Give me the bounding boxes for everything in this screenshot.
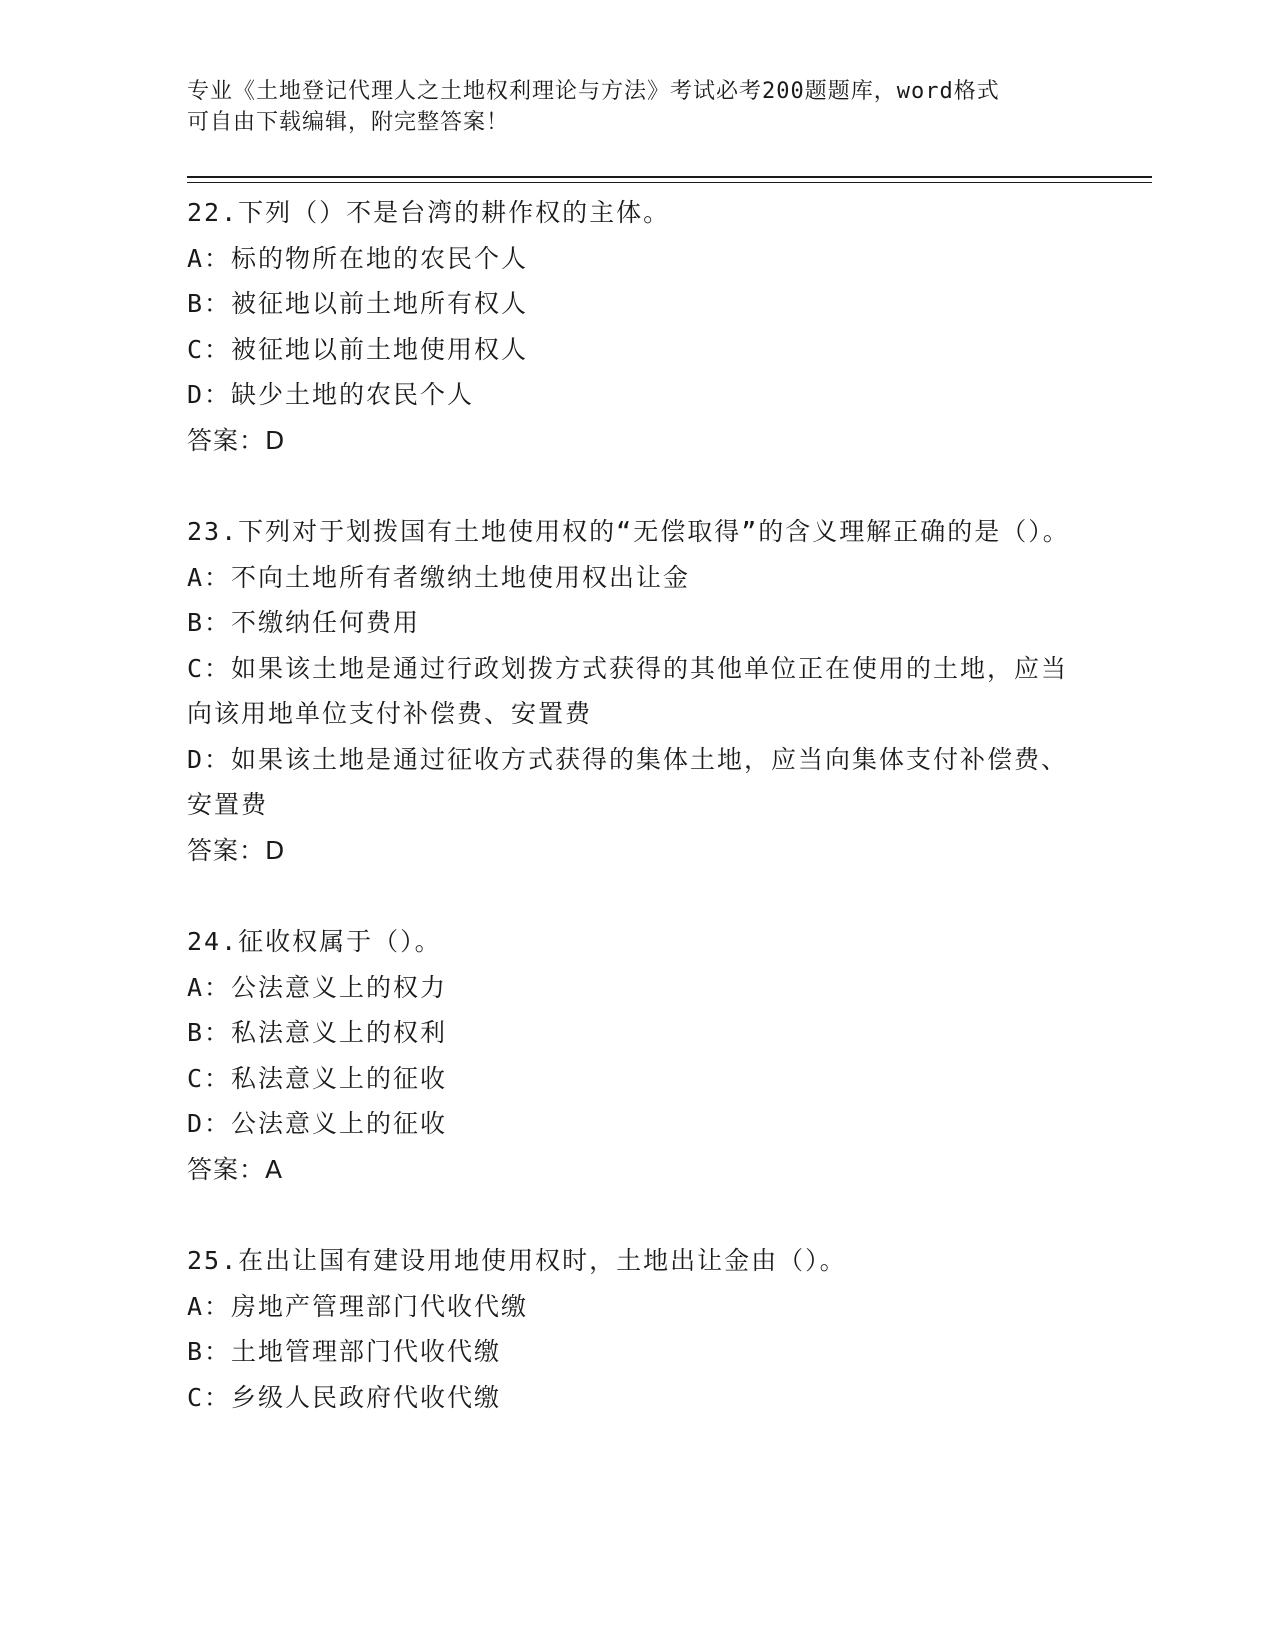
option-a: A：公法意义上的权力 [187,972,448,1002]
option-b: B：私法意义上的权利 [187,1018,448,1047]
option-a: A：房地产管理部门代收代缴 [187,1291,529,1321]
option-b: B：土地管理部门代收代缴 [187,1337,502,1366]
answer-text: 答案：A [187,1154,284,1184]
header-divider-thin [187,182,1152,183]
question-stem: 25.在出让国有建设用地使用权时，土地出让金由（）。 [187,1246,847,1275]
option-a: A：标的物所在地的农民个人 [187,243,529,273]
option-b: B：被征地以前土地所有权人 [187,289,529,318]
document-header [187,76,1067,138]
question-25 [187,1238,1077,1420]
header-divider-thick [187,176,1152,178]
option-c: C：被征地以前土地使用权人 [187,334,529,364]
header-line-2: 可自由下载编辑，附完整答案！ [187,110,510,135]
option-c: C：私法意义上的征收 [187,1063,448,1093]
header-line-1: 专业《土地登记代理人之土地权利理论与方法》考试必考200题题库，word格式 [187,79,1000,104]
option-a: A：不向土地所有者缴纳土地使用权出让金 [187,562,691,592]
question-22 [187,190,1077,463]
answer-text: 答案：D [187,835,286,865]
question-23 [187,509,1077,873]
question-stem: 24.征收权属于（）。 [187,927,442,956]
option-d: D：缺少土地的农民个人 [187,380,475,409]
answer-text: 答案：D [187,425,286,455]
question-stem: 23.下列对于划拨国有土地使用权的“无偿取得”的含义理解正确的是（）。 [187,517,1070,546]
option-b: B：不缴纳任何费用 [187,608,421,637]
option-c: C：乡级人民政府代收代缴 [187,1382,502,1412]
option-c: C：如果该土地是通过行政划拨方式获得的其他单位正在使用的土地，应当向该用地单位支付补偿费、安置费 [187,653,1069,728]
question-24 [187,919,1077,1192]
question-stem: 22.下列（）不是台湾的耕作权的主体。 [187,198,671,227]
option-d: D：如果该土地是通过征收方式获得的集体土地，应当向集体支付补偿费、安置费 [187,744,1069,819]
option-d: D：公法意义上的征收 [187,1109,448,1138]
question-list [187,190,1077,1466]
